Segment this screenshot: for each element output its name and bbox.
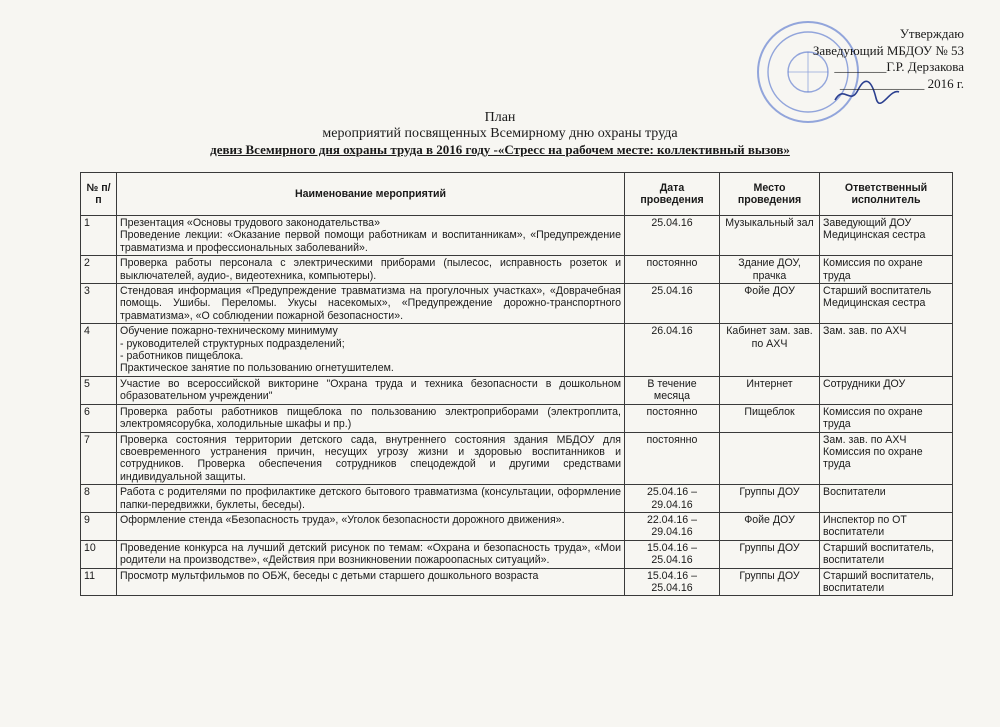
row-number: 11	[81, 568, 117, 596]
table-row	[81, 485, 953, 513]
document-subtitle: мероприятий посвященных Всемирному дню охраны труда	[322, 126, 678, 141]
row-place: Пищеблок	[720, 404, 820, 432]
table-row	[81, 432, 953, 485]
row-responsible	[820, 284, 953, 324]
row-place: Музыкальный зал	[720, 216, 820, 256]
row-date: постоянно	[625, 404, 720, 432]
table-row	[81, 540, 953, 568]
row-responsible	[820, 432, 953, 485]
row-place: Фойе ДОУ	[720, 512, 820, 540]
row-description	[117, 376, 625, 404]
row-description	[117, 432, 625, 485]
row-description	[117, 404, 625, 432]
row-date: 25.04.16	[625, 284, 720, 324]
row-description	[117, 512, 625, 540]
row-date: В течение месяца	[625, 376, 720, 404]
column-header-num: № п/п	[81, 173, 117, 216]
responsible-line: Сотрудники ДОУ	[823, 377, 906, 390]
row-responsible	[820, 324, 953, 377]
responsible-line: Комиссия по охране труда	[823, 257, 923, 282]
approval-line: Утверждаю	[899, 26, 964, 41]
description-line: Оформление стенда «Безопасность труда», «Уголок безопасности дорожного движения».	[120, 513, 565, 526]
row-number: 7	[81, 432, 117, 485]
row-date: постоянно	[625, 256, 720, 284]
row-description	[117, 485, 625, 513]
row-number: 9	[81, 512, 117, 540]
row-description	[117, 540, 625, 568]
responsible-line: Зам. зав. по АХЧ	[823, 433, 907, 446]
row-number: 1	[81, 216, 117, 256]
row-description	[117, 568, 625, 596]
responsible-line: Инспектор по ОТ	[823, 513, 907, 526]
description-line: Практическое занятие по пользованию огнетушителем.	[120, 362, 394, 375]
row-responsible	[820, 376, 953, 404]
column-header-name: Наименование мероприятий	[117, 173, 625, 216]
table-row	[81, 256, 953, 284]
row-date: 15.04.16 – 25.04.16	[625, 568, 720, 596]
row-date: 15.04.16 – 25.04.16	[625, 540, 720, 568]
description-line: Проверка работы работников пищеблока по пользованию электроприборами (электроплита, электромясорубка, холодильные шкафы и пр.)	[120, 405, 621, 431]
row-responsible	[820, 485, 953, 513]
row-date: 22.04.16 – 29.04.16	[625, 512, 720, 540]
events-table	[80, 172, 953, 596]
description-line: - работников пищеблока.	[120, 350, 244, 363]
responsible-line: Старший воспитатель	[823, 285, 932, 298]
row-date: 25.04.16	[625, 216, 720, 256]
responsible-line: Медицинская сестра	[823, 297, 926, 310]
row-description	[117, 284, 625, 324]
row-place: Здание ДОУ, прачка	[720, 256, 820, 284]
approval-date: _____________ 2016 г.	[839, 75, 964, 91]
description-line: Просмотр мультфильмов по ОБЖ, беседы с детьми старшего дошкольного возраста	[120, 569, 539, 582]
row-number: 8	[81, 485, 117, 513]
row-responsible	[820, 216, 953, 256]
row-description	[117, 324, 625, 377]
row-responsible	[820, 256, 953, 284]
table-row	[81, 324, 953, 377]
row-place: Кабинет зам. зав. по АХЧ	[720, 324, 820, 377]
row-description	[117, 216, 625, 256]
table-row	[81, 568, 953, 596]
responsible-line: воспитатели	[823, 581, 885, 594]
description-line: Проведение конкурса на лучший детский рисунок по темам: «Охрана и безопасность труда», «Мои родители на производстве», «Действия при возникновении пожароопасных ситуаций».	[120, 541, 621, 567]
row-responsible	[820, 540, 953, 568]
row-responsible	[820, 512, 953, 540]
description-line: Презентация «Основы трудового законодательства»	[120, 217, 380, 229]
row-place: Группы ДОУ	[720, 568, 820, 596]
row-place: Фойе ДОУ	[720, 284, 820, 324]
responsible-line: Комиссия по охране труда	[823, 445, 923, 471]
description-line: Проведение лекции: «Оказание первой помощи работникам и воспитанникам», «Предупреждение травматизма и профессиональных заболеваний».	[120, 229, 621, 254]
description-line: Участие во всероссийской викторине "Охрана труда и техника безопасности в дошкольном образовательном учреждении"	[120, 377, 621, 403]
row-date: постоянно	[625, 432, 720, 485]
row-place: Группы ДОУ	[720, 485, 820, 513]
table-row	[81, 512, 953, 540]
row-responsible	[820, 404, 953, 432]
description-line: Работа с родителями по профилактике детского бытового травматизма (консультации, оформление папки-передвижки, буклеты, беседы).	[120, 486, 621, 511]
column-header-date: Дата проведения	[625, 173, 720, 216]
row-number: 6	[81, 404, 117, 432]
approval-position: Заведующий МБДОУ № 53	[812, 42, 964, 58]
table-row	[81, 284, 953, 324]
table-row	[81, 404, 953, 432]
row-number: 4	[81, 324, 117, 377]
row-responsible	[820, 568, 953, 596]
table-row	[81, 216, 953, 256]
description-line: - руководителей структурных подразделений;	[120, 337, 345, 350]
row-description	[117, 256, 625, 284]
row-number: 5	[81, 376, 117, 404]
document-motto: девиз Всемирного дня охраны труда в 2016 году -«Стресс на рабочем месте: коллективный вызов»	[210, 142, 790, 157]
responsible-line: Воспитатели	[823, 486, 886, 499]
table-header-row	[81, 173, 953, 216]
responsible-line: воспитатели	[823, 526, 885, 539]
description-line: Проверка работы персонала с электрическими приборами (пылесос, исправность розеток и выключателей, аудио-, видеотехника, компьютеры).	[120, 257, 621, 282]
approval-block	[813, 26, 964, 92]
description-line: Обучение пожарно-техническому минимуму	[120, 325, 338, 338]
row-number: 3	[81, 284, 117, 324]
row-number: 10	[81, 540, 117, 568]
table-row	[81, 376, 953, 404]
responsible-line: Старший воспитатель,	[823, 541, 935, 554]
responsible-line: Старший воспитатель,	[823, 569, 935, 582]
responsible-line: воспитатели	[823, 554, 885, 567]
row-place: Интернет	[720, 376, 820, 404]
row-number: 2	[81, 256, 117, 284]
row-date: 25.04.16 – 29.04.16	[625, 485, 720, 513]
column-header-place: Место проведения	[720, 173, 820, 216]
row-place	[720, 432, 820, 485]
document-title: План	[484, 110, 516, 125]
responsible-line: Заведующий ДОУ	[823, 217, 912, 229]
responsible-line: Зам. зав. по АХЧ	[823, 325, 907, 338]
approval-name: ________Г.Р. Дерзакова	[834, 59, 964, 74]
responsible-line: Комиссия по охране труда	[823, 405, 923, 431]
responsible-line: Медицинская сестра	[823, 229, 926, 242]
row-place: Группы ДОУ	[720, 540, 820, 568]
description-line: Проверка состояния территории детского сада, внутреннего состояния здания МБДОУ для своевременного устранения причин, несущих угрозу жизни и здоровью воспитанников и сотрудников. Проверка обеспечения сотрудников спецодеждой и другими средствами индивидуальной защиты.	[120, 433, 621, 483]
row-date: 26.04.16	[625, 324, 720, 377]
column-header-resp: Ответственный исполнитель	[820, 173, 953, 216]
description-line: Стендовая информация «Предупреждение травматизма на прогулочных участках», «Доврачебная помощь. Ушибы. Переломы. Укусы насекомых», «Предупреждение дорожно-транспортного травматизма», «О соблюдении пожарной безопасности».	[120, 285, 621, 322]
